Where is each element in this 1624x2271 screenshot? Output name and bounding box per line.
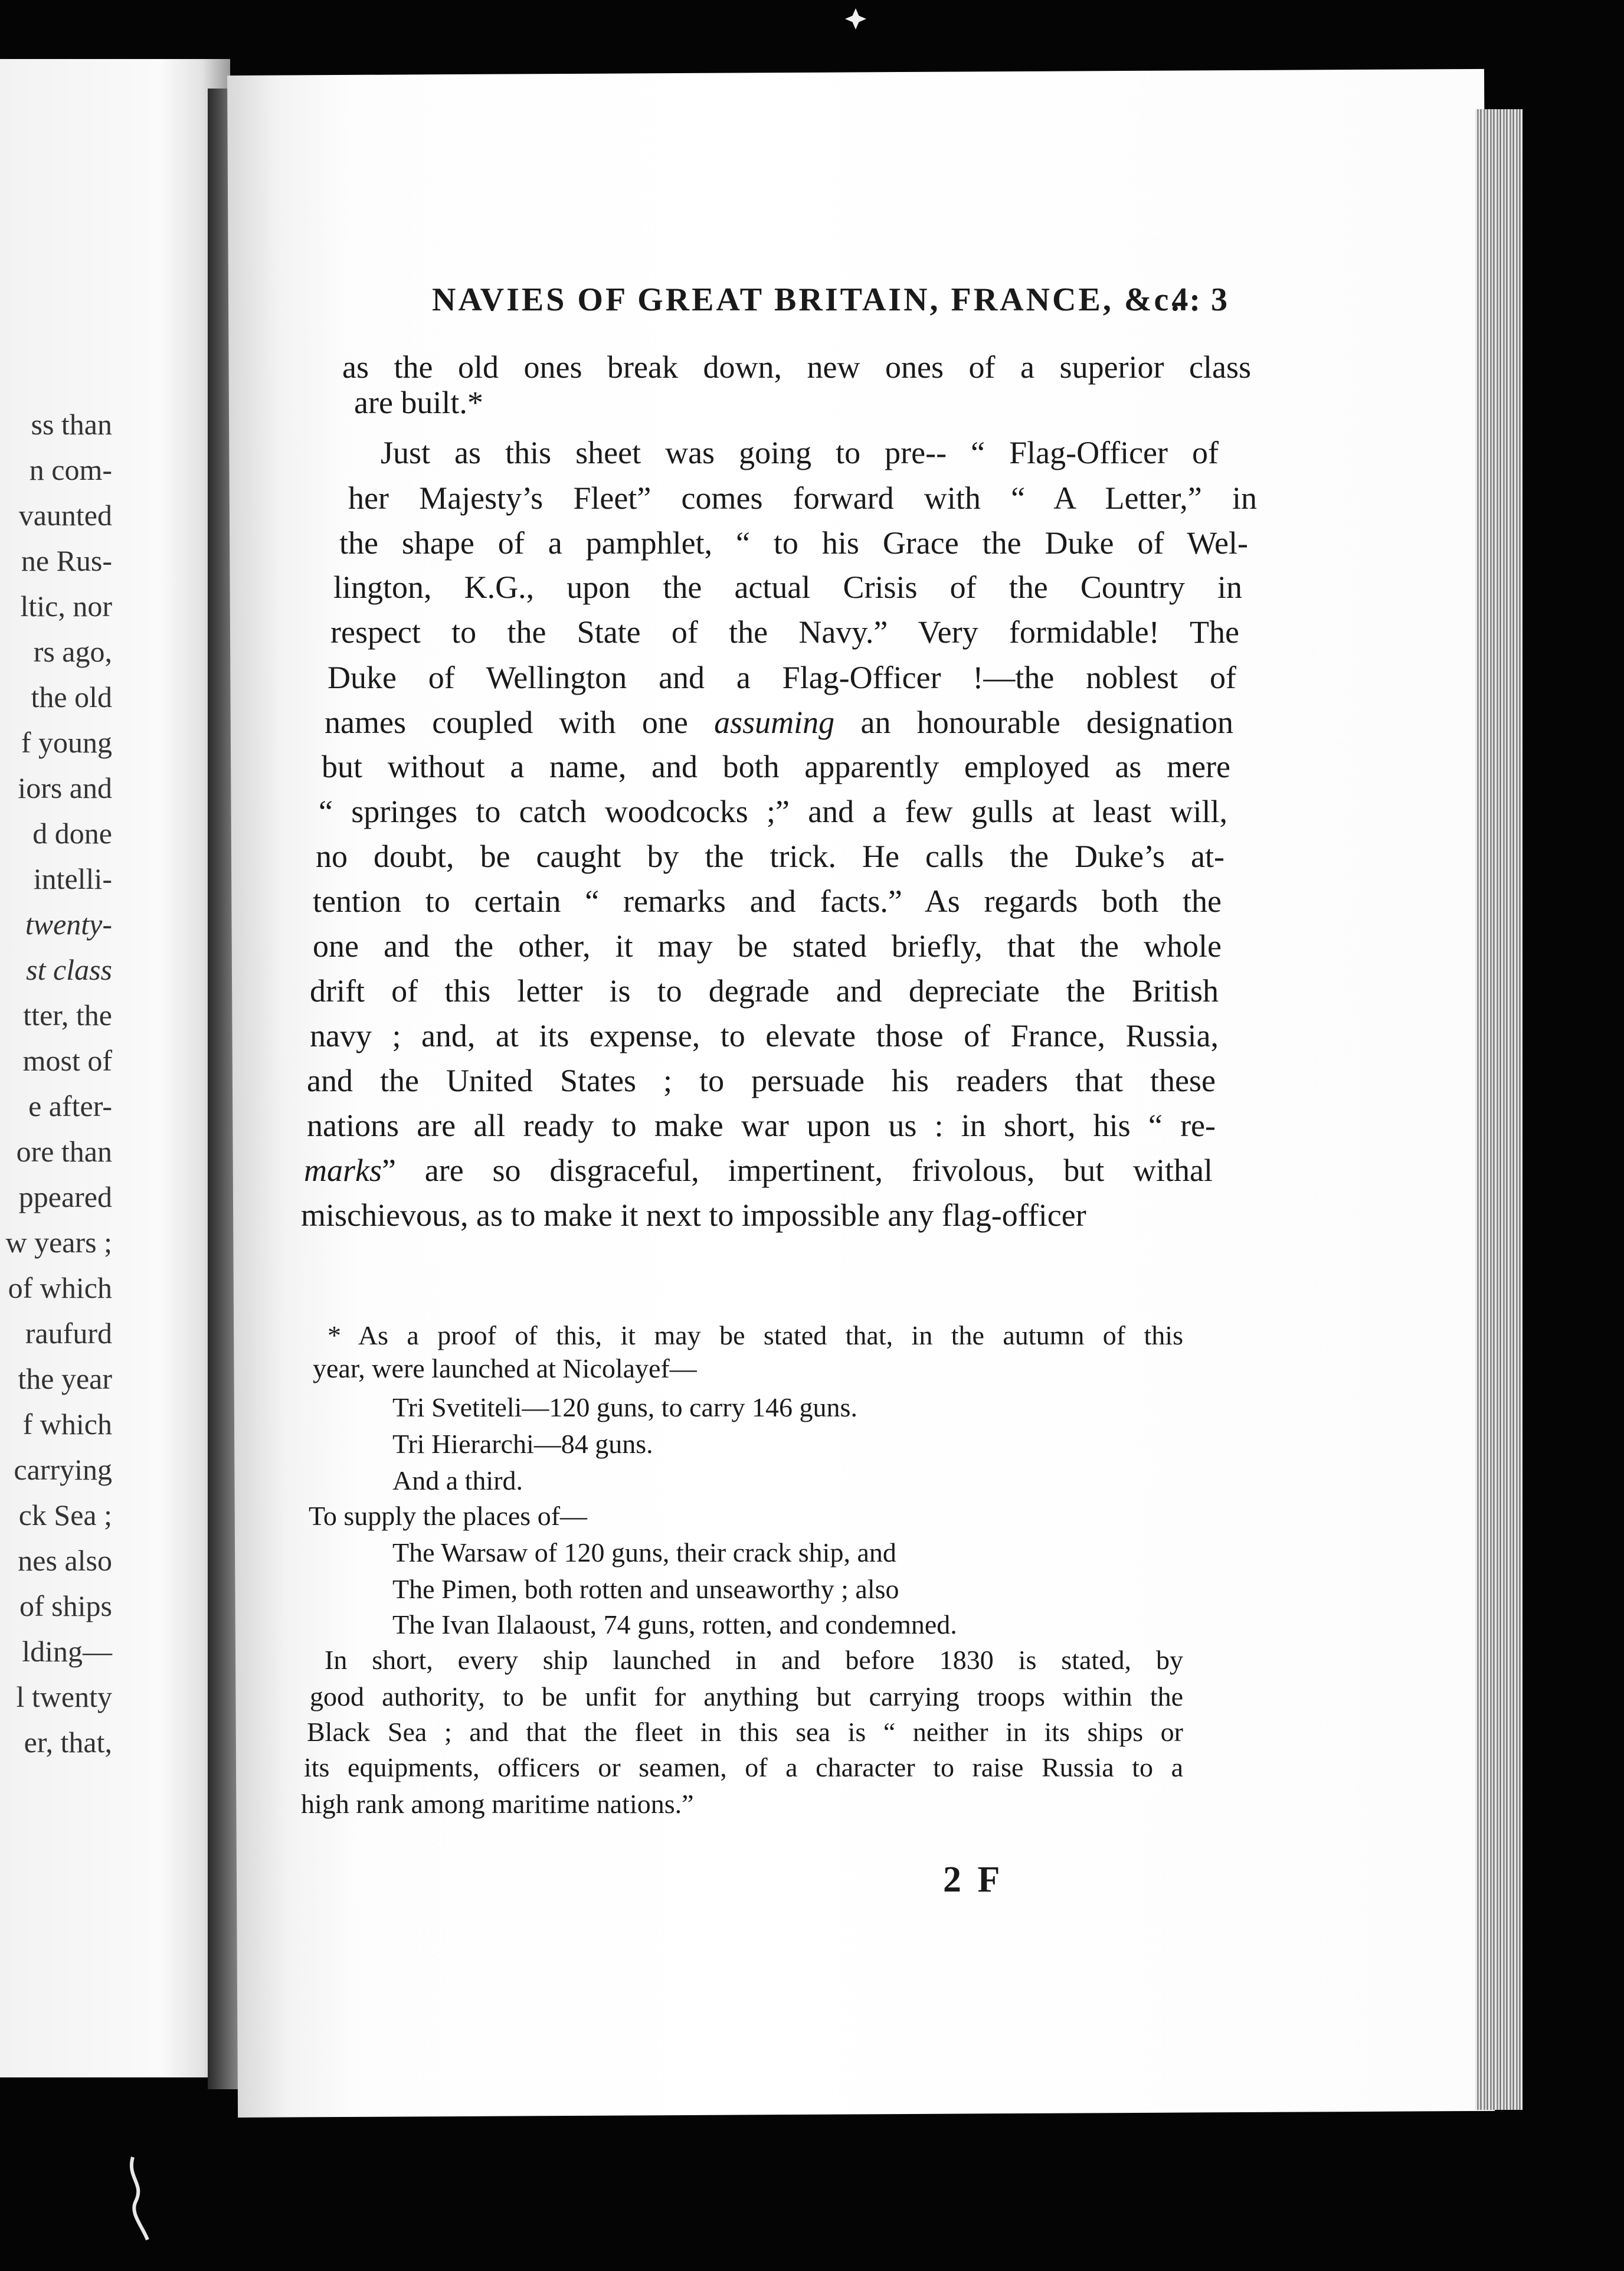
body-line: one and the other, it may be stated briefly, that the whole [313, 928, 1222, 964]
footnote-line: good authority, to be unfit for anything but carrying troops within the [310, 1681, 1183, 1712]
footnote-line: The Warsaw of 120 guns, their crack ship, and [392, 1537, 896, 1568]
left-margin-line: raufurd [25, 1317, 112, 1350]
left-margin-line: ore than [16, 1135, 112, 1168]
left-margin-line: the year [18, 1362, 112, 1395]
body-line: respect to the State of the Navy.” Very formidable! The [330, 614, 1239, 650]
footnote-line: The Ivan Ilalaoust, 74 guns, rotten, and condemned. [392, 1609, 957, 1640]
body-line: “ springes to catch woodcocks ;” and a few gulls at least will, [319, 794, 1227, 829]
left-margin-line: er, that, [24, 1726, 112, 1759]
body-line: names coupled with one assuming an honourable designation [325, 705, 1233, 740]
body-line: but without a name, and both apparently employed as mere [322, 749, 1230, 784]
body-line: and the United States ; to persuade his readers that these [307, 1063, 1216, 1098]
left-page [0, 59, 230, 2077]
body-line: Duke of Wellington and a Flag-Officer !—the noblest of [328, 660, 1236, 695]
footnote-line: * As a proof of this, it may be stated that, in the autumn of this [328, 1320, 1183, 1350]
left-margin-line: f which [22, 1408, 112, 1441]
left-margin-line: tter, the [23, 999, 112, 1032]
scan-artifact [121, 2154, 156, 2243]
footnote-line: And a third. [392, 1465, 523, 1496]
footnote-line: Tri Svetiteli—120 guns, to carry 146 guns. [392, 1392, 857, 1422]
left-margin-line: n com- [29, 453, 112, 486]
footnote-line: In short, every ship launched in and before 1830 is stated, by [325, 1645, 1183, 1675]
footnote-line: To supply the places of— [309, 1501, 588, 1531]
running-head-title: NAVIES OF GREAT BRITAIN, FRANCE, &c. [432, 282, 1182, 318]
signature-mark: 2 F [943, 1860, 1004, 1900]
left-margin-line: w years ; [5, 1226, 112, 1259]
body-line: mischievous, as to make it next to impossible any flag-officer [301, 1197, 1086, 1233]
left-margin-line: carrying [14, 1453, 112, 1486]
body-line: the shape of a pamphlet, “ to his Grace the Duke of Wel- [339, 525, 1248, 561]
body-line: are built.* [354, 385, 483, 420]
body-line: her Majesty’s Fleet” comes forward with “ A Letter,” in [348, 480, 1257, 516]
body-line: navy ; and, at its expense, to elevate those of France, Russia, [310, 1018, 1219, 1053]
footnote-line: its equipments, officers or seamen, of a character to raise Russia to a [304, 1752, 1183, 1782]
footnote-line: The Pimen, both rotten and unseaworthy ; also [392, 1574, 899, 1604]
left-margin-line: twenty- [25, 908, 112, 941]
body-line: lington, K.G., upon the actual Crisis of the Country in [333, 570, 1242, 605]
footnote-line: year, were launched at Nicolayef— [313, 1353, 697, 1383]
body-line: drift of this letter is to degrade and depreciate the British [310, 973, 1219, 1009]
left-margin-line: ltic, nor [20, 590, 112, 623]
left-margin-line: nes also [18, 1544, 112, 1577]
body-line: marks” are so disgraceful, impertinent, frivolous, but withal [304, 1153, 1213, 1188]
left-margin-line: most of [22, 1044, 112, 1077]
body-line: no doubt, be caught by the trick. He calls the Duke’s at- [316, 839, 1224, 874]
left-margin-line: ppeared [18, 1180, 112, 1213]
body-line: Just as this sheet was going to pre-- “ Flag-Officer of [381, 435, 1219, 470]
left-margin-line: rs ago, [33, 635, 112, 668]
running-head [432, 281, 1229, 319]
body-line: nations are all ready to make war upon us : in short, his “ re- [307, 1108, 1216, 1143]
page-edges [1475, 109, 1523, 2110]
left-margin-line: ne Rus- [21, 544, 112, 577]
footnote-line: high rank among maritime nations.” [301, 1789, 694, 1819]
left-margin-line: iors and [18, 771, 112, 804]
left-margin-line: the old [31, 680, 112, 714]
left-margin-line: ck Sea ; [18, 1498, 112, 1532]
left-margin-line: d done [32, 817, 112, 850]
left-margin-line: e after- [28, 1089, 112, 1123]
page-number: 4: 3 [1171, 282, 1229, 318]
left-margin-line: of ships [19, 1589, 112, 1622]
left-margin-line: f young [21, 726, 112, 759]
decorative-mark [845, 8, 866, 30]
footnote-line: Black Sea ; and that the fleet in this sea is “ neither in its ships or [307, 1717, 1183, 1747]
left-margin-line: vaunted [18, 499, 112, 532]
body-line: as the old ones break down, new ones of a superior class [342, 349, 1251, 385]
left-margin-line: ss than [31, 408, 112, 441]
footnote-line: Tri Hierarchi—84 guns. [392, 1429, 653, 1459]
left-margin-line: st class [26, 953, 112, 986]
left-margin-line: intelli- [33, 862, 112, 895]
left-margin-line: of which [8, 1271, 112, 1304]
body-line: tention to certain “ remarks and facts.” As regards both the [313, 883, 1222, 919]
left-margin-line: lding— [22, 1635, 112, 1668]
left-margin-line: l twenty [16, 1680, 112, 1713]
